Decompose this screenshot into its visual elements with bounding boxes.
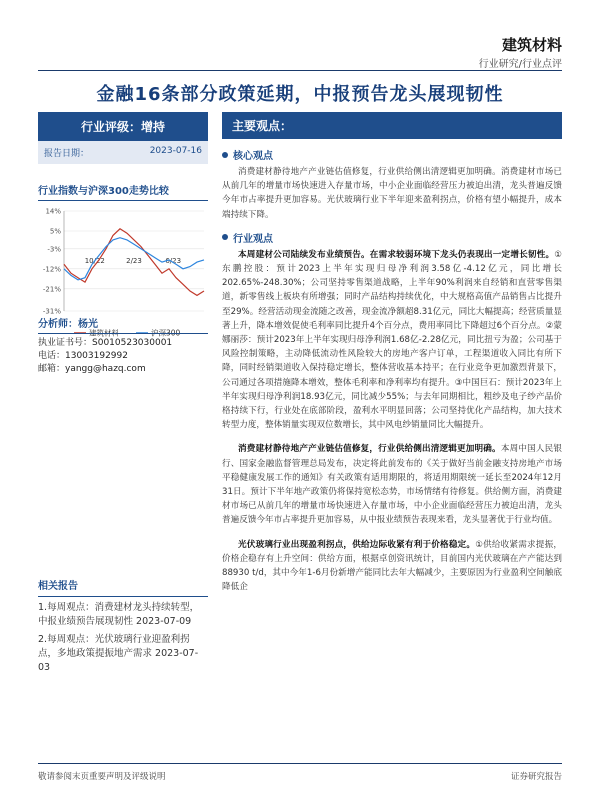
- pv-glass-body: ①供给收紧需求提振，价格企稳存有上升空间：供给方面，根据卓创资讯统计，目前国内光伏玻璃在产产能达到88930 t/d，其中今年1-6月份新增产能同比去年大幅减少，主要原因为行业盈利空间触底降低企: [222, 539, 562, 593]
- policy-paragraph: [222, 442, 562, 527]
- x-tick-label: 6/23: [165, 256, 182, 265]
- analyst-email[interactable]: 邮箱：yangg@hazq.com: [38, 364, 146, 374]
- related-heading: 相关报告: [38, 580, 208, 597]
- analyst-block: [38, 318, 208, 376]
- report-date: [38, 141, 208, 164]
- footer-divider: [38, 763, 562, 764]
- core-view-title: [222, 147, 562, 162]
- y-tick-label: 14%: [45, 207, 61, 216]
- industry-lead: 本周建材公司陆续发布业绩预告。在需求较弱环境下龙头仍表现出一定增长韧性。: [238, 249, 555, 260]
- industry-view-text: [222, 248, 562, 433]
- y-tick-label: 5%: [49, 227, 61, 236]
- report-title: 金融16条部分政策延期，中报预告龙头展现韧性: [96, 84, 504, 105]
- policy-body: 本周中国人民银行、国家金融监督管理总局发布，决定将此前发布的《关于做好当前金融支持房地产市场平稳健康发展工作的通知》有关政策有适用期限的，将适用期限统一延长至2024年12月31日。预计下半年地产政策仍将保持宽松态势，市场情绪有待修复。供给侧方面，消费建材市场已从前几年的增量市场快速进入存量市场，中小企业面临经营压力被迫出清，龙头普遍反馈今年市占率提升更加容易，从中报业绩预告表现来看，龙头显著优于行业均值。: [222, 444, 562, 526]
- footer-type: 证券研究报告: [510, 772, 562, 782]
- policy-lead: 消费建材静待地产产业链估值修复，行业供给侧出清逻辑更加明确。: [238, 444, 501, 455]
- report-date-value: 2023-07-16: [149, 146, 202, 156]
- header-divider: [38, 70, 562, 71]
- x-tick-label: 10/22: [84, 256, 105, 265]
- core-view-text: 消费建材静待地产产业链估值修复，行业供给侧出清逻辑更加明确。消费建材市场已从前几年的增量市场快速进入存量市场，中小企业面临经营压力被迫出清，龙头普遍反馈今年市占率提升更加容易。光伏玻璃行业下半年迎来盈利拐点，价格有望小幅提升，成本端持续下降。: [222, 167, 562, 220]
- industry-view-label: 行业观点: [233, 233, 273, 245]
- related-item[interactable]: 1.每周观点：消费建材龙头持续转型，中报业绩预告展现韧性 2023-07-09: [38, 602, 200, 627]
- analyst-name: 分析师：杨光: [38, 318, 208, 334]
- bullet-icon: [222, 234, 228, 240]
- analyst-phone: 电话：13003192992: [38, 351, 128, 361]
- header-subtitle: 行业研究/行业点评: [478, 59, 562, 70]
- pv-glass-paragraph: [222, 538, 562, 595]
- analyst-cert: 执业证书号：S0010523030001: [38, 338, 173, 348]
- bullet-icon: [222, 152, 228, 158]
- main-points-header: 主要观点：: [222, 112, 562, 139]
- industry-view-title: [222, 230, 562, 245]
- footer-disclaimer[interactable]: 敬请参阅末页重要声明及评级说明: [38, 772, 166, 782]
- core-view-label: 核心观点: [233, 151, 273, 162]
- main-content: [222, 112, 562, 594]
- industry-body: ①东鹏控股：预计2023上半年实现归母净利润3.58亿-4.12亿元，同比增长202.65%-248.30%；公司坚持零售渠道战略，上半年90%利润来自经销和直营零售渠道，新零售线上板块有所增强；同时产品结构持续优化，中大规格高值产品销售占比提升至29%。经营活动现金流随之改善，现金流净额超8.31亿元，同比大幅提高；经营质量显著上升，降本增效促使毛利率同比提升4个百分点，费用率同比下降超过6个百分点。②蒙娜丽莎：预计2023年上半年实现归母净利润1.68亿-2.28亿元，同比扭亏为盈；公司基于风险控制策略，主动降低流动性风险较大的房地产客户订单，工程渠道收入同比有所下降，同时经销渠道收入保持稳定增长，整体营收基本持平；在行业竞争更加激烈背景下，公司通过各项措施降本增效，整体毛利率和净利率均有提升。③中国巨石：预计2023年上半年实现归母净利润18.93亿元，同比减少55%；与去年同期相比，粗纱及电子纱产品价格持续下行，行业处在底部阶段，盈利水平明显回落；公司坚持优化产品结构，加大技术转型力度，整体销量实现双位数增长，其中风电纱销量同比大幅提升。: [222, 249, 562, 431]
- header-sector: 建筑材料: [501, 36, 562, 54]
- rating-badge: 行业评级：增持: [38, 112, 208, 141]
- related-item[interactable]: 2.每周观点：光伏玻璃行业迎盈利拐点，多地政策提振地产需求 2023-07-03: [38, 634, 199, 673]
- x-tick-label: 2/23: [126, 256, 142, 265]
- report-date-label: 报告日期：: [44, 149, 90, 159]
- y-tick-label: -31%: [42, 307, 61, 316]
- y-tick-label: -21%: [42, 285, 61, 294]
- related-reports: [38, 580, 208, 679]
- left-sidebar: [38, 112, 208, 345]
- pv-glass-lead: 光伏玻璃行业出现盈利拐点，供给边际收紧有利于价格稳定。: [238, 539, 476, 550]
- y-tick-label: -3%: [47, 245, 61, 254]
- legend-label: 沪深300: [151, 328, 181, 338]
- y-tick-label: -12%: [42, 265, 61, 274]
- legend-label: 建筑材料: [89, 328, 119, 338]
- chart-heading: 行业指数与沪深300走势比较: [38, 182, 208, 201]
